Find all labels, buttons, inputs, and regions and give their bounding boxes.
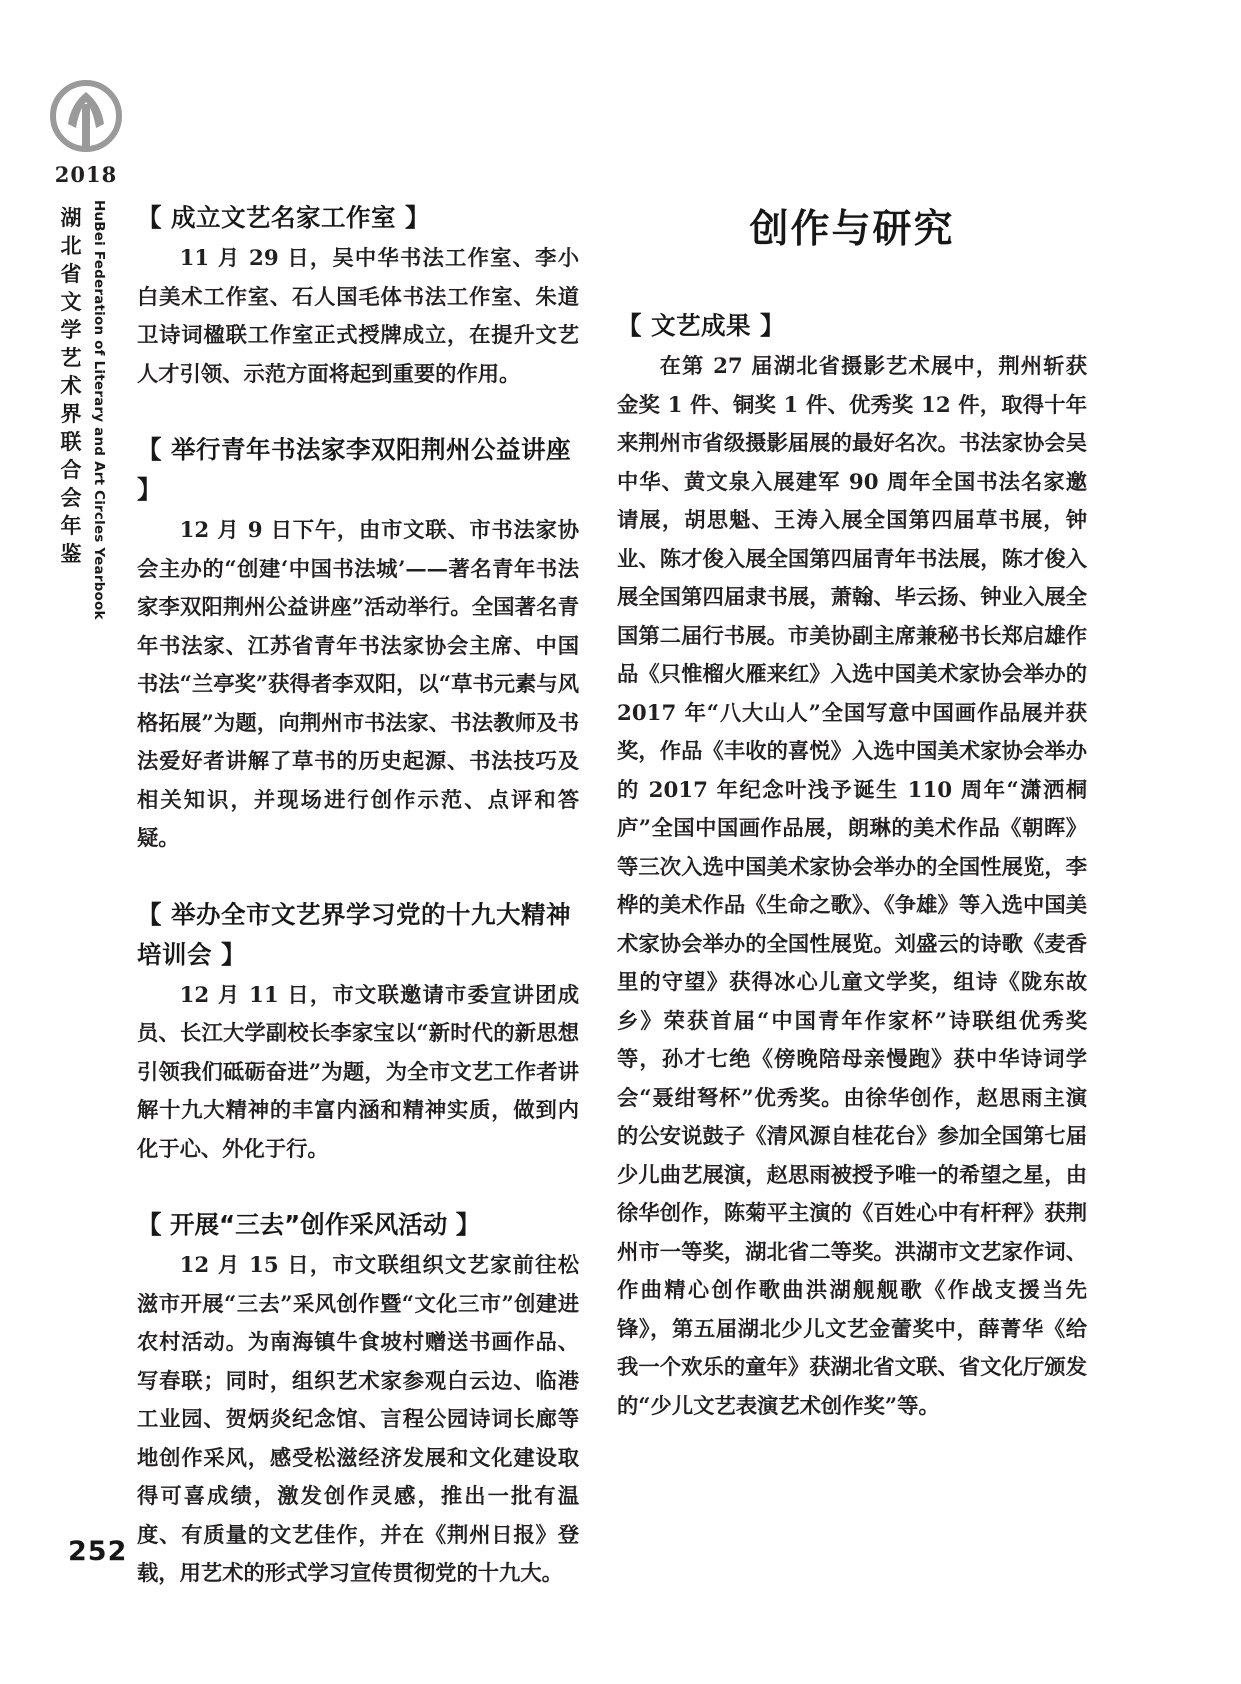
section-heading: 【 成立文艺名家工作室 】 bbox=[137, 203, 431, 232]
yearbook-year: 2018 bbox=[54, 162, 118, 187]
spine-title-english: HuBei Federation of Literary and Art Circles Yearbook bbox=[91, 200, 107, 620]
section-heading: 【 开展“三去”创作采风活动 】 bbox=[137, 1210, 481, 1239]
section-spacer bbox=[137, 859, 579, 895]
section-spacer bbox=[137, 394, 579, 430]
section-heading: 【 举办全市文艺界学习党的十九大精神培训会 】 bbox=[137, 899, 572, 969]
section-heading: 【 文艺成果 】 bbox=[617, 311, 786, 340]
page-number: 252 bbox=[68, 1536, 128, 1567]
page-title: 创作与研究 bbox=[749, 207, 955, 252]
section-body: 12 月 9 日下午，由市文联、市书法家协会主办的“创建‘中国书法城’——著名青年书法家李双阳荆州公益讲座”活动举行。全国著名青年书法家、江苏省青年书法家协会主席、中国书法“兰亭奖”获得者李双阳，以“草书元素与风格拓展”为题，向荆州市书法家、书法教师及书法爱好者讲解了草书的历史起源、书法技巧及相关知识，并现场进行创作示范、点评和答疑。 bbox=[137, 518, 579, 851]
section-body: 12 月 15 日，市文联组织文艺家前往松滋市开展“三去”采风创作暨“文化三市”创建进农村活动。为南海镇牛食坡村赠送书画作品、写春联；同时，组织艺术家参观白云边、临港工业园、贺炳炎纪念馆、言程公园诗词长廊等地创作采风，感受松滋经济发展和文化建设取得可喜成绩，激发创作灵感，推出一批有温度、有质量的文艺佳作，并在《荆州日报》登载，用艺术的形式学习宣传贯彻党的十九大。 bbox=[137, 1253, 579, 1586]
spine-title-chinese: 湖北省文学艺术界联合会年鉴 bbox=[60, 206, 82, 566]
hubei-federation-emblem-icon bbox=[46, 78, 126, 158]
masthead-spine bbox=[38, 78, 134, 638]
section-body: 在第 27 届湖北省摄影艺术展中，荆州斩获金奖 1 件、铜奖 1 件、优秀奖 12 件，取得十年来荆州市省级摄影届展的最好名次。书法家协会吴中华、黄文泉入展建军 90 周年全国书法名家邀请展，胡思魁、王涛入展全国第四届草书展，钟业、陈才俊入展全国第四届青年书法展，陈才俊入展全国第四届隶书展，萧翰、毕云扬、钟业入展全国第二届行书展。市美协副主席兼秘书长郑启雄作品《只惟榴火雁来红》入选中国美术家协会举办的 2017 年“八大山人”全国写意中国画作品展并获奖，作品《丰收的喜悦》入选中国美术家协会举办的 2017 年纪念叶浅予诞生 110 周年“潇洒桐庐”全国中国画作品展，朗琳的美术作品《朝晖》等三次入选中国美术家协会举办的全国性展览，李桦的美术作品《生命之歌》、《争雄》等入选中国美术家协会举办的全国性展览。刘盛云的诗歌《麦香里的守望》获得冰心儿童文学奖，组诗《陇东故乡》荣获首届“中国青年作家杯”诗联组优秀奖等，孙才七绝《傍晚陪母亲慢跑》获中华诗词学会“聂绀弩杯”优秀奖。由徐华创作，赵思雨主演的公安说鼓子《清风源自桂花台》参加全国第七届少儿曲艺展演，赵思雨被授予唯一的希望之星，由徐华创作，陈菊平主演的《百姓心中有杆秤》获荆州市一等奖，湖北省二等奖。洪湖市文艺家作词、作曲精心创作歌曲洪湖舰舰歌《作战支援当先锋》，第五届湖北少儿文艺金蕾奖中，薛菁华《给我一个欢乐的童年》获湖北省文联、省文化厅颁发的“少儿文艺表演艺术创作奖”等。 bbox=[617, 354, 1087, 1419]
section-heading: 【 举行青年书法家李双阳荆州公益讲座 】 bbox=[137, 435, 581, 504]
section-spacer bbox=[137, 1169, 579, 1205]
right-text-column bbox=[617, 198, 1087, 1426]
section-body: 12 月 11 日，市文联邀请市委宣讲团成员、长江大学副校长李家宝以“新时代的新思想引领我们砥砺奋进”为题，为全市文艺工作者讲解十九大精神的丰富内涵和精神实质，做到内化于心、外化于行。 bbox=[137, 982, 579, 1162]
left-text-column bbox=[137, 198, 579, 1594]
section-body: 11 月 29 日，吴中华书法工作室、李小白美术工作室、石人国毛体书法工作室、朱道卫诗词楹联工作室正式授牌成立，在提升文艺人才引领、示范方面将起到重要的作用。 bbox=[137, 246, 579, 387]
